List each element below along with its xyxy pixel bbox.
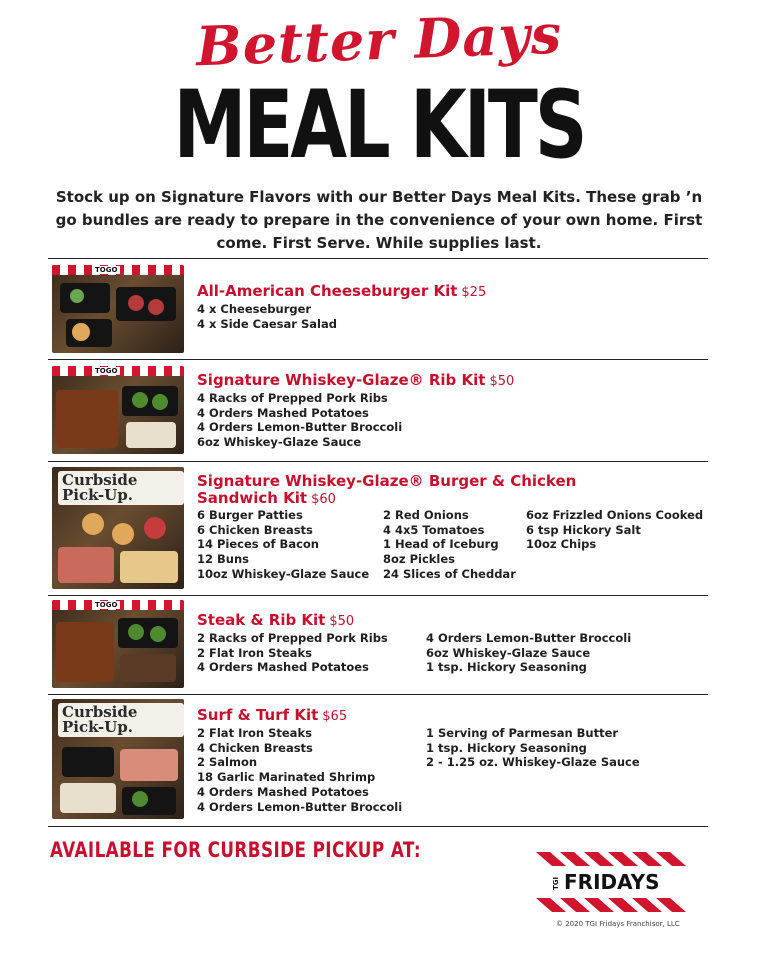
divider	[48, 595, 708, 596]
list-item: 1 tsp. Hickory Seasoning	[426, 660, 587, 675]
list-item: 6oz Whiskey-Glaze Sauce	[426, 645, 591, 660]
kit-photo-rib: TOGO	[52, 366, 184, 454]
list-item: 1 Serving of Parmesan Butter	[426, 726, 619, 740]
list-item: 4 Racks of Prepped Pork Ribs	[197, 391, 388, 405]
list-item: 10oz Chips	[526, 537, 597, 552]
kit-photo-steak-rib: TOGO	[52, 600, 184, 688]
kit-title-rib	[197, 372, 514, 390]
list-item: 2 Racks of Prepped Pork Ribs	[197, 631, 388, 645]
kit-photo-cheeseburger: TOGO	[52, 265, 184, 353]
list-item: 1 Head of Iceburg	[383, 537, 499, 552]
divider	[48, 694, 708, 695]
curbside-pickup-heading: AVAILABLE FOR CURBSIDE PICKUP AT:	[50, 838, 421, 862]
logo-fridays: FRIDAYS	[564, 870, 660, 894]
list-item: 24 Slices of Cheddar	[383, 566, 516, 581]
kit-title-steak-rib	[197, 612, 354, 630]
kit-title-cheeseburger	[197, 283, 486, 301]
block-title: MEAL KITS	[173, 71, 585, 180]
list-item: 10oz Whiskey-Glaze Sauce	[197, 566, 370, 581]
list-item: 4 Orders Lemon-Butter Broccoli	[426, 631, 632, 645]
list-item: 4 Orders Mashed Potatoes	[197, 660, 369, 675]
kit-title-surf-turf	[197, 707, 347, 725]
list-item: 2 Flat Iron Steaks	[197, 726, 312, 740]
list-item: 12 Buns	[197, 552, 249, 567]
kit-items-col-1	[197, 631, 388, 675]
kit-items-rib	[197, 391, 402, 450]
kit-items-col-2	[383, 508, 516, 582]
list-item: 6 Burger Patties	[197, 508, 303, 522]
list-item: 4 x Side Caesar Salad	[197, 316, 337, 331]
kit-price: $25	[461, 285, 487, 300]
list-item: 2 Salmon	[197, 755, 258, 770]
list-item: 4 Chicken Breasts	[197, 740, 313, 755]
script-title: Better Days	[194, 1, 564, 79]
list-item: 18 Garlic Marinated Shrimp	[197, 770, 376, 785]
list-item: 2 - 1.25 oz. Whiskey-Glaze Sauce	[426, 755, 640, 770]
kit-items-col-1	[197, 726, 402, 814]
kit-title-burger-chicken	[197, 473, 576, 508]
curbside-label: Curbside Pick-Up.	[58, 471, 184, 505]
divider	[48, 258, 708, 259]
list-item: 4 Orders Mashed Potatoes	[197, 405, 369, 420]
kit-items-col-3	[526, 508, 703, 552]
list-item: 14 Pieces of Bacon	[197, 537, 319, 552]
list-item: 6oz Whiskey-Glaze Sauce	[197, 435, 362, 450]
tgi-fridays-logo	[536, 852, 696, 912]
kit-name: All-American Cheeseburger Kit	[197, 282, 458, 300]
divider	[48, 359, 708, 360]
kit-price: $50	[329, 614, 355, 629]
kit-items-col-2	[426, 631, 631, 675]
divider	[48, 826, 708, 827]
copyright: © 2020 TGI Fridays Franchisor, LLC	[556, 920, 680, 928]
list-item: 4 Orders Lemon-Butter Broccoli	[197, 420, 403, 435]
kit-price: $50	[489, 374, 515, 389]
kit-items-cheeseburger	[197, 302, 337, 331]
kit-price: $60	[311, 492, 336, 507]
list-item: 4 x Cheeseburger	[197, 302, 312, 316]
list-item: 4 Orders Mashed Potatoes	[197, 784, 369, 799]
kit-photo-burger-chicken	[52, 467, 184, 589]
list-item: 6 Chicken Breasts	[197, 522, 313, 537]
kit-name-line2: Sandwich Kit	[197, 489, 308, 507]
list-item: 6oz Frizzled Onions Cooked	[526, 508, 704, 522]
list-item: 2 Flat Iron Steaks	[197, 645, 312, 660]
list-item: 6 tsp Hickory Salt	[526, 522, 641, 537]
kit-name: Surf & Turf Kit	[197, 706, 319, 724]
list-item: 4 Orders Lemon-Butter Broccoli	[197, 799, 403, 814]
list-item: 4 4x5 Tomatoes	[383, 522, 485, 537]
kit-items-col-1	[197, 508, 369, 582]
divider	[48, 461, 708, 462]
intro-paragraph: Stock up on Signature Flavors with our Better Days Meal Kits. These grab ’n go bundles are ready to prepare in the convenience of your own home. First come. First Serve. While supplies last.	[55, 188, 703, 252]
logo-tgi: TGI	[552, 876, 560, 890]
kit-name: Signature Whiskey-Glaze® Burger & Chicken	[197, 472, 577, 490]
kit-price: $65	[322, 709, 348, 724]
curbside-label: Curbside Pick-Up.	[58, 703, 184, 737]
kit-name: Steak & Rib Kit	[197, 611, 326, 629]
kit-items-col-2	[426, 726, 640, 770]
list-item: 8oz Pickles	[383, 552, 456, 567]
list-item: 1 tsp. Hickory Seasoning	[426, 740, 587, 755]
kit-name: Signature Whiskey-Glaze® Rib Kit	[197, 371, 486, 389]
kit-photo-surf-turf	[52, 699, 184, 819]
list-item: 2 Red Onions	[383, 508, 469, 522]
